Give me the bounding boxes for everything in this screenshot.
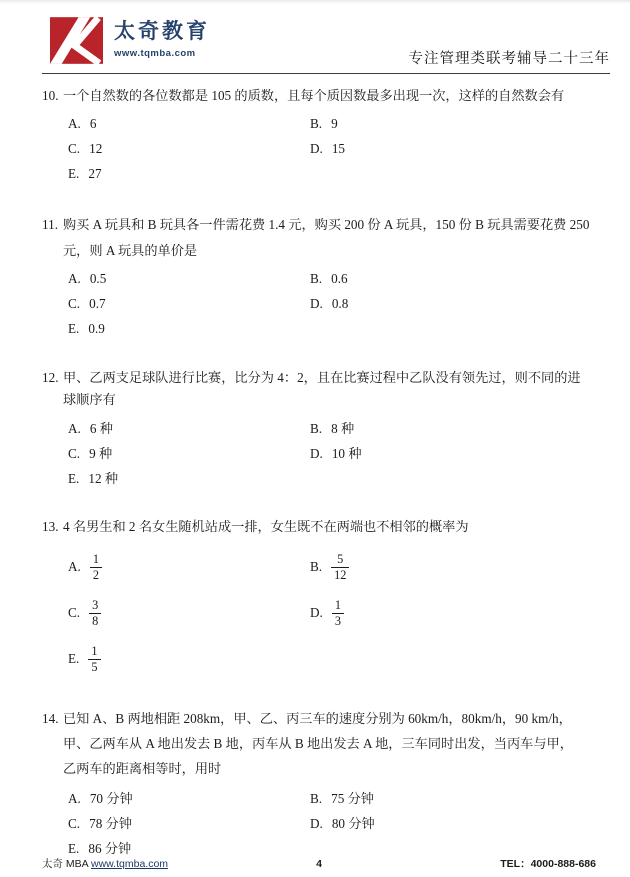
- question-13: [42, 514, 610, 678]
- option-a: [68, 552, 310, 583]
- option-label: A.: [68, 116, 81, 131]
- question-number: 10.: [42, 88, 59, 103]
- option-group: [68, 418, 610, 486]
- question-text-line: [42, 731, 610, 756]
- question-list: [42, 74, 610, 856]
- option-label: E.: [68, 651, 80, 666]
- fraction-denominator: 5: [88, 659, 100, 675]
- option-e: [68, 468, 310, 486]
- question-text-line: [42, 367, 610, 389]
- option-d: [310, 296, 348, 314]
- option-label: D.: [310, 141, 323, 156]
- option-e: [68, 321, 310, 339]
- fraction-denominator: 3: [332, 613, 344, 629]
- option-value: 8 种: [331, 421, 355, 436]
- option-value: 6 种: [89, 421, 113, 436]
- option-row: [68, 548, 610, 586]
- option-value: 27: [88, 166, 102, 181]
- option-label: A.: [68, 271, 81, 286]
- option-label: C.: [68, 141, 81, 156]
- option-a: [68, 116, 310, 134]
- option-d: [310, 813, 375, 831]
- question-text: 球顺序有: [63, 392, 116, 407]
- fraction-denominator: 8: [89, 613, 101, 629]
- option-c: [68, 141, 310, 159]
- question-text-line: [42, 756, 610, 781]
- option-label: C.: [68, 605, 81, 620]
- fraction-numerator: 1: [334, 597, 341, 612]
- option-label: A.: [68, 421, 81, 436]
- question-text-line: [42, 212, 610, 238]
- option-row: [68, 296, 610, 314]
- question-10: [42, 83, 610, 184]
- logo-text-block: [114, 17, 210, 59]
- option-label: E.: [68, 471, 80, 486]
- question-number: 14.: [42, 711, 59, 726]
- option-a: [68, 271, 310, 289]
- option-e: [68, 166, 310, 184]
- option-value: 15: [331, 141, 346, 156]
- option-row: [68, 443, 610, 461]
- fraction-numerator: 1: [92, 551, 99, 566]
- question-text-line: [42, 389, 610, 411]
- option-label: D.: [310, 296, 323, 311]
- option-d: [310, 598, 344, 629]
- option-row: [68, 594, 610, 632]
- option-row: [68, 418, 610, 436]
- question-text: 乙两车的距离相等时，用时: [63, 761, 222, 776]
- option-b: [310, 116, 338, 134]
- question-text: 元，则 A 玩具的单价是: [63, 243, 198, 258]
- option-b: [310, 271, 348, 289]
- footer-website-link[interactable]: www.tqmba.com: [91, 858, 169, 870]
- option-c: [68, 598, 310, 629]
- option-value: 86 分钟: [88, 841, 132, 856]
- question-text-line: [42, 706, 610, 731]
- option-label: B.: [310, 559, 323, 574]
- option-group: [68, 788, 610, 856]
- brand-website: www.tqmba.com: [114, 48, 196, 60]
- footer-left: [42, 856, 316, 871]
- fraction: [89, 598, 101, 629]
- option-label: C.: [68, 816, 81, 831]
- option-label: C.: [68, 446, 81, 461]
- brand-name: 太奇教育: [114, 20, 210, 43]
- footer-tel: TEL：4000-888-686: [500, 858, 596, 870]
- option-value: 9 种: [89, 446, 113, 461]
- option-value: 0.7: [89, 296, 106, 311]
- question-number: 11.: [42, 217, 58, 232]
- option-group: [68, 548, 610, 678]
- question-text: 购买 A 玩具和 B 玩具各一件需花费 1.4 元，购买 200 份 A 玩具，150 份 B 玩具需要花费 250: [63, 217, 590, 232]
- option-value: 0.5: [89, 271, 107, 286]
- question-number: 13.: [42, 519, 59, 534]
- footer-page-number: 4: [316, 858, 322, 870]
- option-value: 70 分钟: [89, 791, 133, 806]
- option-row: [68, 166, 610, 184]
- option-label: D.: [310, 605, 323, 620]
- question-text-line: [42, 83, 610, 109]
- option-value: 75 分钟: [331, 791, 374, 806]
- option-value: 80 分钟: [331, 816, 375, 831]
- option-value: 9: [331, 116, 338, 131]
- option-label: B.: [310, 116, 323, 131]
- footer-brand-text: 太奇 MBA: [42, 858, 89, 870]
- option-label: A.: [68, 559, 81, 574]
- option-b: [310, 552, 349, 583]
- question-text-line: [42, 514, 610, 540]
- option-label: C.: [68, 296, 81, 311]
- option-row: [68, 640, 610, 678]
- fraction: [331, 552, 349, 583]
- option-value: 6: [89, 116, 97, 131]
- option-row: [68, 141, 610, 159]
- question-12: [42, 367, 610, 486]
- fraction-numerator: 5: [337, 551, 344, 566]
- option-c: [68, 443, 310, 461]
- option-b: [310, 788, 374, 806]
- option-value: 0.8: [331, 296, 349, 311]
- taiqi-logo: [50, 17, 210, 64]
- option-value: 0.9: [88, 321, 105, 336]
- fraction: [90, 552, 102, 583]
- question-14: [42, 706, 610, 856]
- option-a: [68, 418, 310, 436]
- option-e: [68, 838, 310, 856]
- question-text: 已知 A、B 两地相距 208km，甲、乙、丙三车的速度分别为 60km/h，80km/h，90 km/h，: [63, 711, 572, 726]
- fraction-numerator: 1: [91, 643, 98, 658]
- option-value: 10 种: [331, 446, 362, 461]
- option-row: [68, 116, 610, 134]
- page-footer: [42, 856, 610, 877]
- option-row: [68, 468, 610, 486]
- option-group: [68, 116, 610, 184]
- taiqi-k-logo-icon: [50, 17, 103, 64]
- fraction-denominator: 2: [90, 567, 102, 583]
- option-value: 12 种: [88, 471, 119, 486]
- page-header: [42, 0, 610, 74]
- option-label: A.: [68, 791, 81, 806]
- fraction: [332, 598, 344, 629]
- fraction: [88, 644, 100, 675]
- fraction-numerator: 3: [92, 597, 99, 612]
- option-row: [68, 813, 610, 831]
- question-number: 12.: [42, 370, 59, 385]
- option-row: [68, 321, 610, 339]
- question-text: 甲、乙两支足球队进行比赛，比分为 4：2，且在比赛过程中乙队没有领先过，则不同的进: [63, 370, 581, 385]
- option-label: B.: [310, 421, 323, 436]
- header-tagline: 专注管理类联考辅导二十三年: [408, 51, 610, 67]
- fraction-denominator: 12: [331, 567, 349, 583]
- option-c: [68, 813, 310, 831]
- option-label: E.: [68, 166, 80, 181]
- option-label: D.: [310, 816, 323, 831]
- question-text: 甲、乙两车从 A 地出发去 B 地，丙车从 B 地出发去 A 地，三车同时出发，当丙车与甲，: [63, 736, 573, 751]
- option-value: 12: [89, 141, 103, 156]
- option-a: [68, 788, 310, 806]
- option-b: [310, 418, 354, 436]
- option-c: [68, 296, 310, 314]
- option-label: E.: [68, 841, 80, 856]
- option-row: [68, 838, 610, 856]
- option-e: [68, 644, 310, 675]
- question-text: 4 名男生和 2 名女生随机站成一排，女生既不在两端也不相邻的概率为: [63, 519, 469, 534]
- question-text-line: [42, 238, 610, 264]
- question-11: [42, 212, 610, 339]
- option-group: [68, 271, 610, 339]
- option-d: [310, 141, 345, 159]
- option-label: B.: [310, 271, 323, 286]
- option-value: 0.6: [331, 271, 348, 286]
- option-row: [68, 788, 610, 806]
- option-row: [68, 271, 610, 289]
- option-value: 78 分钟: [89, 816, 132, 831]
- option-d: [310, 443, 362, 461]
- option-label: E.: [68, 321, 80, 336]
- question-text: 一个自然数的各位数都是 105 的质数，且每个质因数最多出现一次，这样的自然数会有: [63, 88, 565, 103]
- option-label: D.: [310, 446, 323, 461]
- option-label: B.: [310, 791, 323, 806]
